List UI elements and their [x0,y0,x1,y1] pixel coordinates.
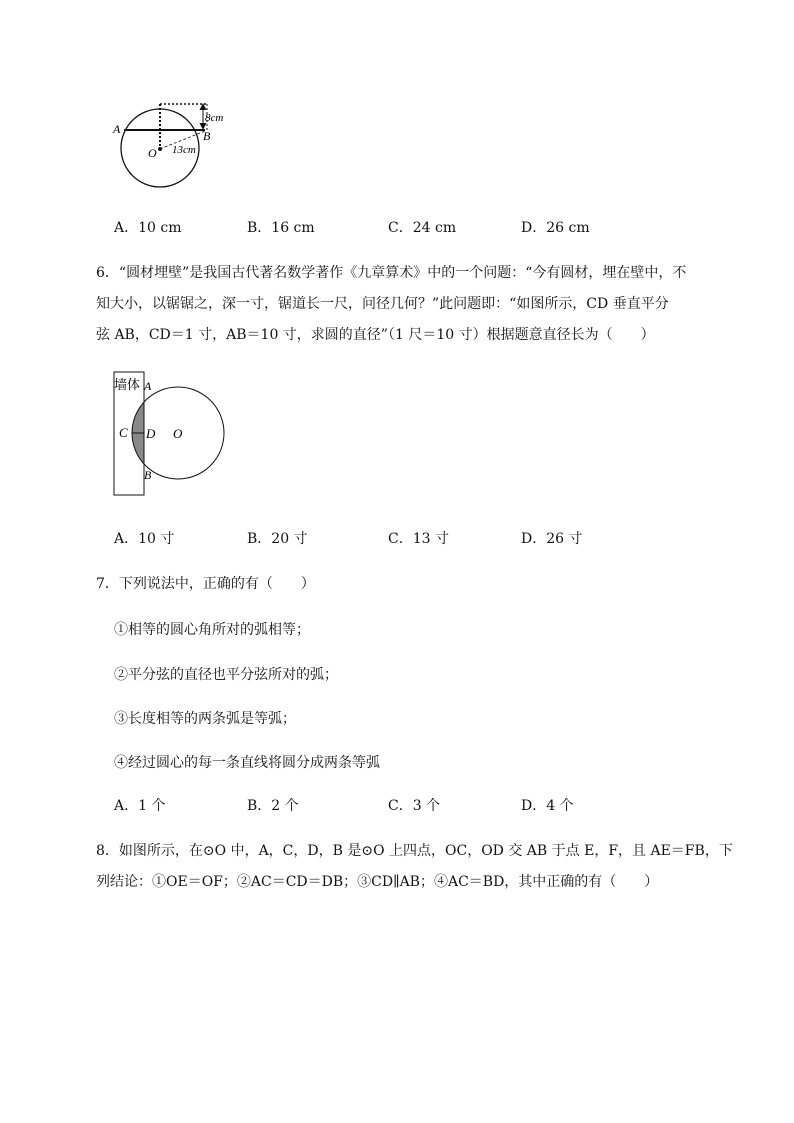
q6-option-c[interactable]: C．13 寸 [388,531,449,547]
q6-figure [110,368,230,500]
q7-option-b[interactable]: B．2 个 [247,798,299,814]
q6-stem-line-1: 6．“圆材埋壁”是我国古代著名数学著作《九章算术》中的一个问题：“今有圆材，埋在壁中，不 [96,265,687,281]
q7-statement-3: ③长度相等的两条弧是等弧； [114,711,296,727]
q5-option-b[interactable]: B．16 cm [247,220,315,236]
q8-stem-line-2: 列结论：①OE＝OF；②AC＝CD＝DB；③CD∥AB；④AC＝BD，其中正确的有（ ） [96,874,659,890]
q6-label-c: C [119,425,128,440]
q6-stem-line-3: 弦 AB，CD＝1 寸，AB＝10 寸，求圆的直径”（1 尺＝10 寸）根据题意直径长为（ ） [96,327,655,343]
q5-option-c[interactable]: C．24 cm [388,220,457,236]
q5-label-o: O [148,146,157,160]
q7-option-d[interactable]: D．4 个 [521,798,574,814]
q6-wall-label: 墙体 [114,377,141,392]
q5-radius-label: 13cm [172,144,196,156]
q5-label-a: A [113,122,121,136]
q6-label-b: B [144,468,152,482]
q5-option-d[interactable]: D．26 cm [521,220,590,236]
q7-statement-2: ②平分弦的直径也平分弦所对的弧； [114,667,338,683]
q7-statement-4: ④经过圆心的每一条直线将圆分成两条等弧 [114,755,380,771]
q5-center-dot [158,147,162,151]
q5-label-b: B [203,129,211,143]
q6-label-a: A [144,379,152,393]
q8-stem-line-1: 8．如图所示，在⊙O 中，A，C，D，B 是⊙O 上四点，OC，OD 交 AB 于点 E，F，且 AE＝FB，下 [96,843,733,859]
q7-statement-1: ①相等的圆心角所对的弧相等； [114,622,310,638]
q6-stem-line-2: 知大小，以锯锯之，深一寸，锯道长一尺，问径几何？”此问题即：“如图所示，CD 垂直平分 [96,296,669,312]
q5-option-a[interactable]: A．10 cm [114,220,182,236]
q7-option-c[interactable]: C．3 个 [388,798,441,814]
q6-label-d: D [146,426,156,441]
q6-option-d[interactable]: D．26 寸 [521,531,583,547]
q6-option-a[interactable]: A．10 寸 [114,531,175,547]
q7-stem: 7．下列说法中，正确的有（ ） [96,576,315,592]
q6-label-o: O [173,426,183,441]
q6-option-b[interactable]: B．20 寸 [247,531,308,547]
q7-option-a[interactable]: A．1 个 [114,798,166,814]
q5-figure [110,98,250,193]
q5-dist-label: 8cm [205,112,224,124]
